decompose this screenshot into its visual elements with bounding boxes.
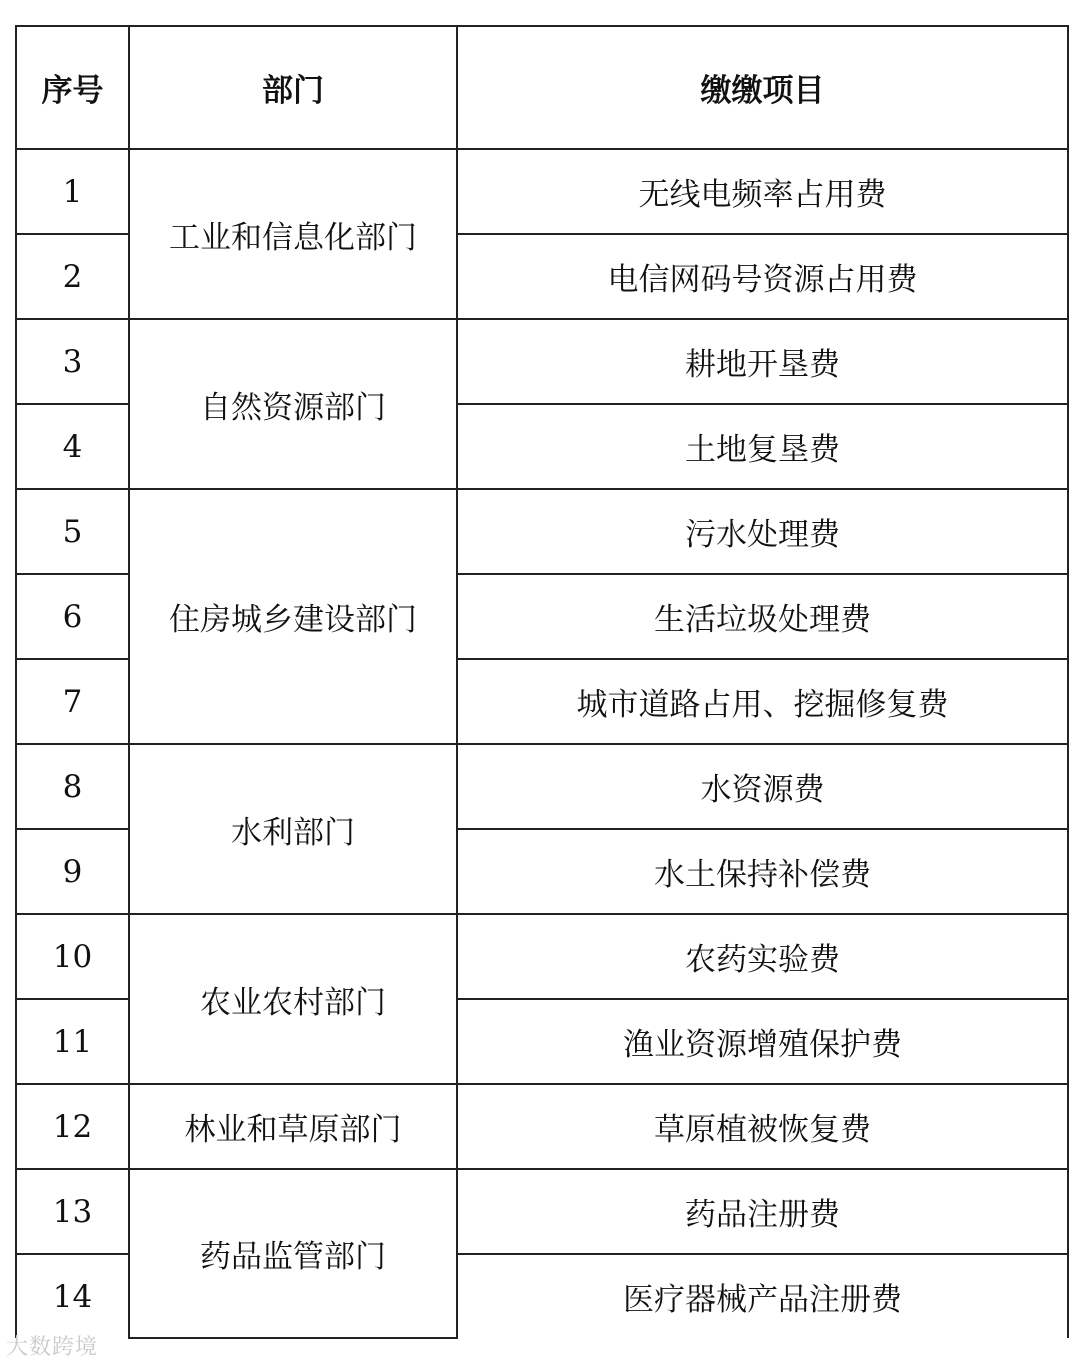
fee-item-cell: 医疗器械产品注册费 (457, 1254, 1068, 1338)
fee-item-cell: 城市道路占用、挖掘修复费 (457, 659, 1068, 744)
fee-item-cell: 无线电频率占用费 (457, 149, 1068, 234)
fee-item-cell: 污水处理费 (457, 489, 1068, 574)
watermark-text: 大数跨境 (6, 1335, 99, 1360)
table-row (16, 149, 1068, 234)
table-row (16, 489, 1068, 574)
header-index: 序号 (16, 26, 129, 149)
header-fee-item: 缴缴项目 (457, 26, 1068, 149)
department-cell: 工业和信息化部门 (129, 149, 457, 319)
header-department: 部门 (129, 26, 457, 149)
fee-item-cell: 农药实验费 (457, 914, 1068, 999)
row-number: 14 (16, 1254, 129, 1338)
fee-item-cell: 渔业资源增殖保护费 (457, 999, 1068, 1084)
row-number: 1 (16, 149, 129, 234)
department-cell: 水利部门 (129, 744, 457, 914)
fee-table (15, 25, 1069, 1339)
table-row (16, 744, 1068, 829)
row-number: 9 (16, 829, 129, 914)
row-number: 12 (16, 1084, 129, 1169)
row-number: 2 (16, 234, 129, 319)
row-number: 7 (16, 659, 129, 744)
table-row (16, 914, 1068, 999)
fee-item-cell: 水资源费 (457, 744, 1068, 829)
row-number: 8 (16, 744, 129, 829)
fee-item-cell: 草原植被恢复费 (457, 1084, 1068, 1169)
row-number: 10 (16, 914, 129, 999)
department-cell: 自然资源部门 (129, 319, 457, 489)
header-row (16, 26, 1068, 149)
fee-item-cell: 土地复垦费 (457, 404, 1068, 489)
row-number: 6 (16, 574, 129, 659)
table-row (16, 1084, 1068, 1169)
row-number: 3 (16, 319, 129, 404)
table-row (16, 1169, 1068, 1254)
fee-item-cell: 生活垃圾处理费 (457, 574, 1068, 659)
department-cell: 农业农村部门 (129, 914, 457, 1084)
fee-item-cell: 水土保持补偿费 (457, 829, 1068, 914)
department-cell: 林业和草原部门 (129, 1084, 457, 1169)
fee-item-cell: 药品注册费 (457, 1169, 1068, 1254)
department-cell: 住房城乡建设部门 (129, 489, 457, 744)
row-number: 4 (16, 404, 129, 489)
fee-item-cell: 电信网码号资源占用费 (457, 234, 1068, 319)
fee-item-cell: 耕地开垦费 (457, 319, 1068, 404)
row-number: 5 (16, 489, 129, 574)
row-number: 13 (16, 1169, 129, 1254)
table-row (16, 319, 1068, 404)
department-cell: 药品监管部门 (129, 1169, 457, 1338)
row-number: 11 (16, 999, 129, 1084)
